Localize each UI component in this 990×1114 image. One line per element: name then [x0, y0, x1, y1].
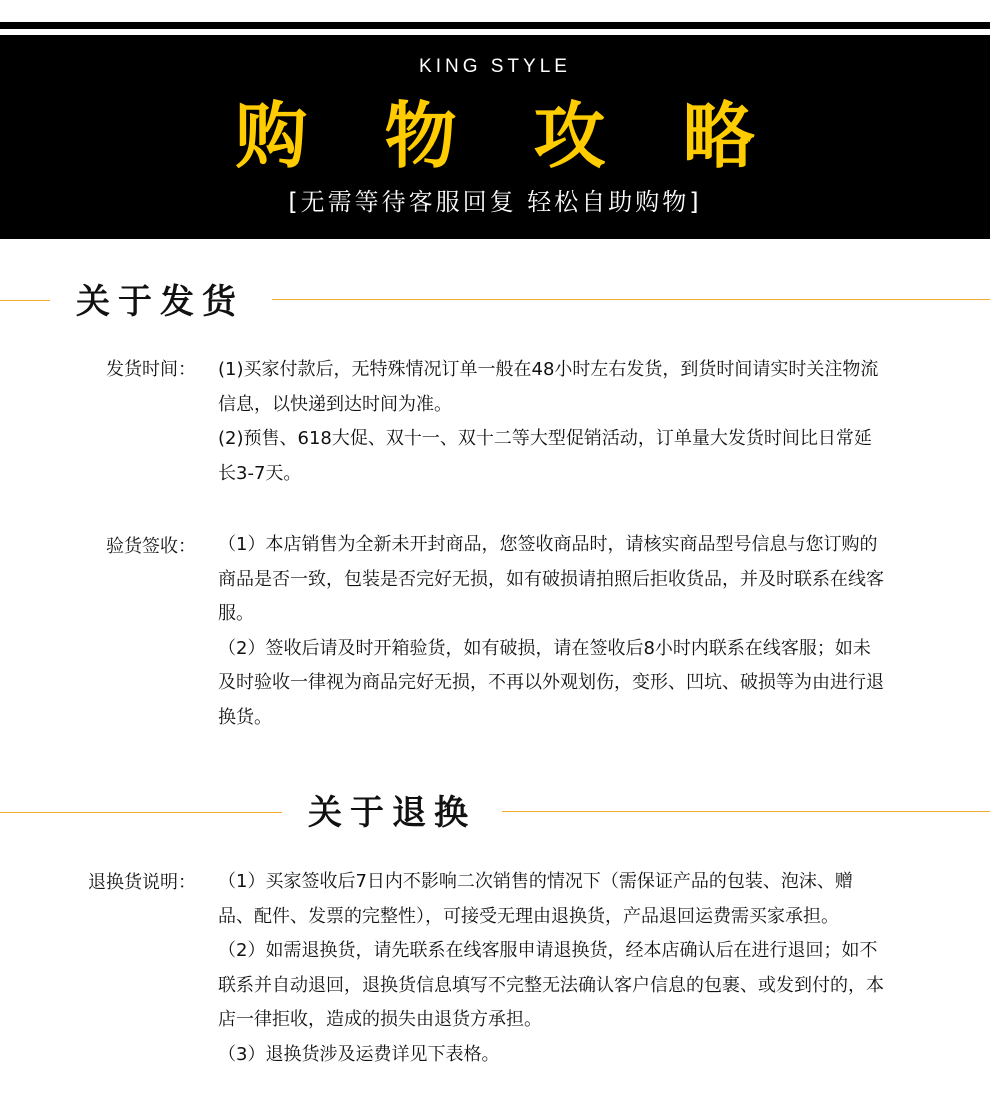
returns-label: 退换货说明： — [88, 872, 196, 893]
returns-paragraph-2: （2）如需退换货，请先联系在线客服申请退换货，经本店确认后在进行退回；如不联系并自动退回，退换货信息填写不完整无法确认客户信息的包裹、或发到付的，本店一律拒收，造成的损失由退货方承担。 — [218, 940, 884, 1030]
inspection-label: 验货签收： — [106, 536, 196, 557]
section-rule-right — [502, 811, 990, 812]
section-title-returns: 关于退换 — [308, 793, 476, 833]
returns-paragraph-3: （3）退换货涉及运费详见下表格。 — [218, 1043, 500, 1065]
page-subtitle: [无需等待客服回复 轻松自助购物] — [288, 188, 702, 216]
delivery-time-paragraph-2: (2)预售、618大促、双十一、双十二等大型促销活动，订单量大发货时间比日常延长3-7天。 — [218, 428, 872, 484]
delivery-time-text — [218, 353, 888, 491]
inspection-paragraph-2: （2）签收后请及时开箱验货，如有破损，请在签收后8小时内联系在线客服；如未及时验收一律视为商品完好无损，不再以外观划伤，变形、凹坑、破损等为由进行退换货。 — [218, 637, 884, 728]
inspection-text — [218, 528, 888, 735]
delivery-time-paragraph-1: (1)买家付款后，无特殊情况订单一般在48小时左右发货，到货时间请实时关注物流信息，以快递到达时间为准。 — [218, 359, 879, 415]
brand-name: KING STYLE — [419, 56, 571, 77]
section-rule-left — [0, 812, 282, 813]
returns-text — [218, 865, 888, 1072]
header-banner — [0, 35, 990, 239]
section-rule-left — [0, 300, 50, 301]
section-title-shipping: 关于发货 — [76, 282, 244, 322]
top-divider — [0, 22, 990, 29]
inspection-paragraph-1: （1）本店销售为全新未开封商品，您签收商品时，请核实商品型号信息与您订购的商品是否一致，包装是否完好无损，如有破损请拍照后拒收货品，并及时联系在线客服。 — [218, 534, 884, 624]
section-rule-right — [272, 299, 990, 300]
page-title: 购 物 攻 略 — [235, 94, 781, 178]
returns-paragraph-1: （1）买家签收后7日内不影响二次销售的情况下（需保证产品的包装、泡沫、赠品、配件、发票的完整性），可接受无理由退换货，产品退回运费需买家承担。 — [218, 871, 853, 927]
delivery-time-label: 发货时间： — [106, 359, 196, 380]
